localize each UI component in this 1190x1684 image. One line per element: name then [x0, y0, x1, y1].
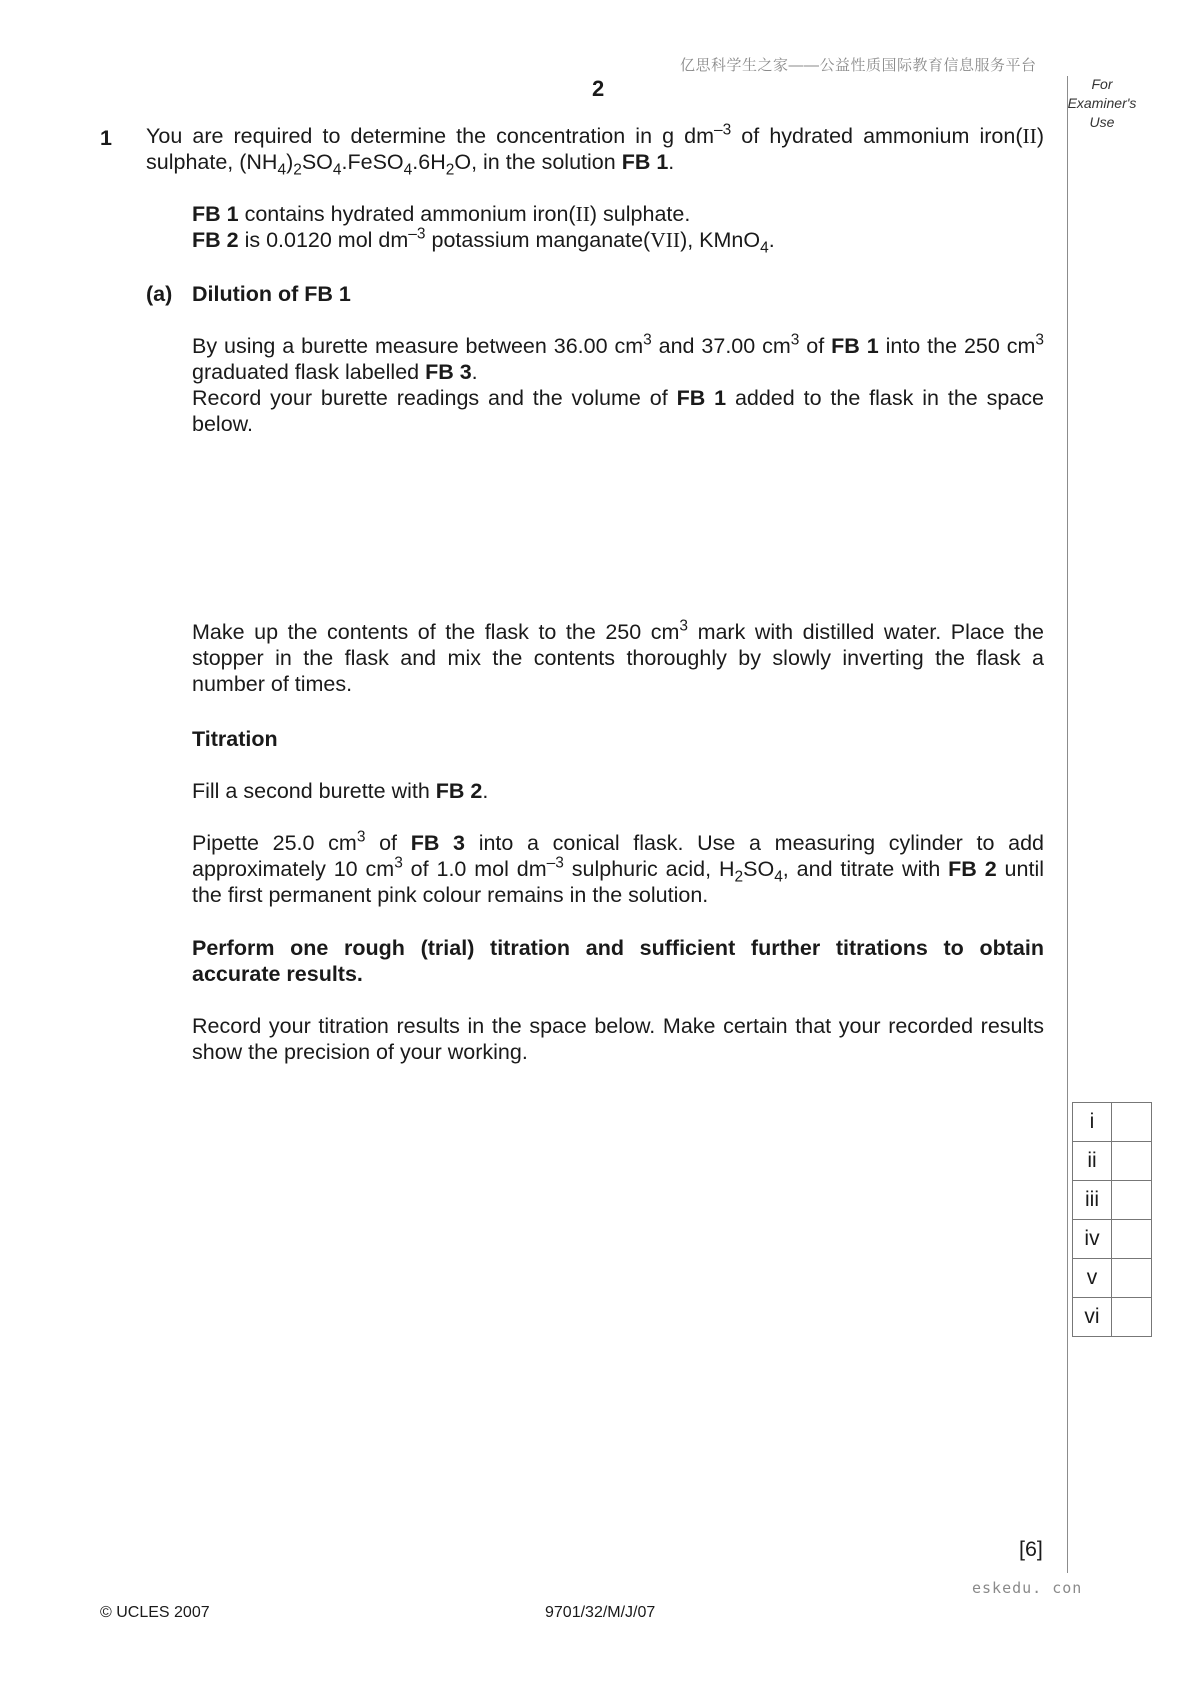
- question-number: 1: [100, 126, 112, 150]
- header-watermark: 亿思科学生之家——公益性质国际教育信息服务平台: [680, 57, 1037, 74]
- marks-box: [1112, 1298, 1152, 1337]
- fb1-label: FB 1: [192, 202, 239, 226]
- perform-titration-instruction: Perform one rough (trial) titration and sufficient further titrations to obtain accurate results.: [192, 936, 1044, 986]
- marks-box: [1112, 1103, 1152, 1142]
- marks-label: vi: [1073, 1298, 1112, 1337]
- marks-box: [1112, 1220, 1152, 1259]
- marks-label: v: [1073, 1259, 1112, 1298]
- titration-heading: Titration: [192, 727, 278, 751]
- marks-row: [1073, 1298, 1152, 1337]
- marks-label: iii: [1073, 1181, 1112, 1220]
- marks-row: [1073, 1181, 1152, 1220]
- marks-label: iv: [1073, 1220, 1112, 1259]
- page-number: 2: [592, 76, 605, 101]
- examiner-use-label: For Examiner's Use: [1067, 76, 1137, 130]
- pipette-instructions: Pipette 25.0 $cm^3$ of FB 3 into a conical flask. Use a measuring cylinder to add approximately 10 $cm^3$ of 1.0 mol $dm^{-3}$ sulphuric acid, $H_2SO_4$, and titrate with FB 2 until the first permanent pink colour remains in the solution.: [192, 828, 1044, 907]
- fb2-label: FB 2: [192, 228, 239, 252]
- fb1-description: FB 1 contains hydrated ammonium iron(II) sulphate.: [192, 202, 691, 226]
- record-results-instruction: Record your titration results in the space below. Make certain that your recorded results show the precision of your working.: [192, 1014, 1044, 1064]
- marks-label: ii: [1073, 1142, 1112, 1181]
- marks-box: [1112, 1181, 1152, 1220]
- footer-copyright: © UCLES 2007: [100, 1604, 210, 1621]
- footer-paper-code: 9701/32/M/J/07: [545, 1604, 656, 1621]
- part-a-heading: Dilution of FB 1: [192, 282, 351, 306]
- make-up-instructions: Make up the contents of the flask to the 250 $cm^3$ mark with distilled water. Place the stopper in the flask and mix the contents thoroughly by slowly inverting the flask a number of times.: [192, 617, 1045, 696]
- marks-box: [1112, 1259, 1152, 1298]
- marks-box: [1112, 1142, 1152, 1181]
- marks-row: [1073, 1103, 1152, 1142]
- marks-row: [1073, 1142, 1152, 1181]
- fb2-description: FB 2 is 0.0120 mol $dm^{-3}$ potassium manganate(VII), KMnO$_4$.: [192, 225, 775, 257]
- dilution-instructions: By using a burette measure between 36.00 $cm^3$ and 37.00 $cm^3$ of FB 1 into the 250 $cm^3$ graduated flask labelled FB 3. Record your burette readings and the volume of FB 1 added to the flask in the space below.: [192, 331, 1045, 436]
- total-marks: [6]: [1019, 1537, 1043, 1561]
- fill-burette-instruction: Fill a second burette with FB 2.: [192, 779, 489, 803]
- marks-label: i: [1073, 1103, 1112, 1142]
- part-a-label: (a): [146, 282, 173, 306]
- marks-row: [1073, 1220, 1152, 1259]
- examiner-marks-grid: [1072, 1102, 1152, 1337]
- question-intro: You are required to determine the concentration in g $dm^{-3}$ of hydrated ammonium iron(II) sulphate, $(NH_4)_2SO_4.FeSO_4.6H_2O$, in the solution FB 1.: [146, 121, 1044, 179]
- examiner-margin-line: [1067, 76, 1068, 1573]
- marks-row: [1073, 1259, 1152, 1298]
- footer-watermark: eskedu. con: [972, 1579, 1083, 1597]
